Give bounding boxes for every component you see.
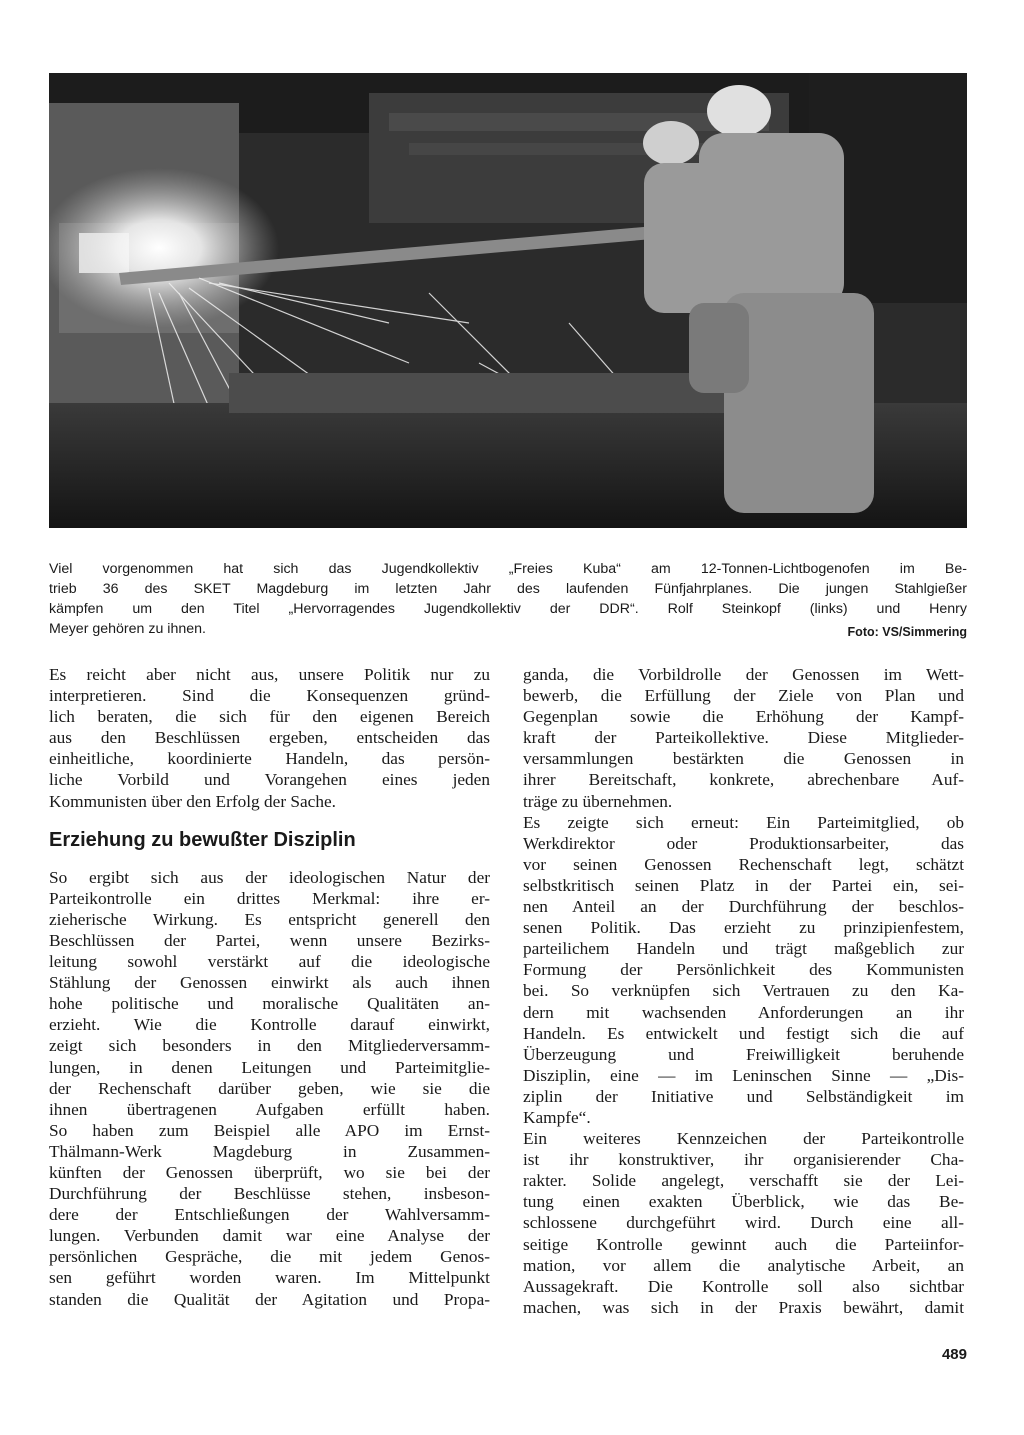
text-line: Kampfe“. xyxy=(523,1107,591,1127)
text-line: dere der Entschließungen der Wahlversamm- xyxy=(49,1205,490,1225)
text-line: Beschlüssen der Partei, wenn unsere Bezirks- xyxy=(49,930,490,950)
right-column xyxy=(523,664,964,1318)
text-line: ist ihr konstruktiver, ihr organisierender Cha- xyxy=(523,1150,964,1170)
photo-caption xyxy=(49,559,967,639)
text-line: hohe politische und moralische Qualitäten an- xyxy=(49,994,490,1014)
text-line: ziplin der Initiative und Selbständigkeit im xyxy=(523,1086,964,1106)
spacer xyxy=(49,812,490,827)
text-line: Überzeugung und Freiwilligkeit beruhende xyxy=(523,1044,964,1064)
text-line: lich beraten, die sich für den eigenen Bereich xyxy=(49,707,490,727)
text-line: erzieht. Wie die Kontrolle darauf einwirkt, xyxy=(49,1015,490,1035)
text-line: Werkdirektor oder Produktionsarbeiter, das xyxy=(523,833,964,853)
text-line: So haben zum Beispiel alle APO im Ernst- xyxy=(49,1120,490,1140)
text-line: kraft der Parteikollektive. Diese Mitglieder- xyxy=(523,728,964,748)
text-line: Ein weiteres Kennzeichen der Parteikontrolle xyxy=(523,1129,964,1149)
text-line: liche Vorbild und Vorangehen eines jeden xyxy=(49,770,490,790)
caption-line: kämpfen um den Titel „Hervorragendes Jugendkollektiv der DDR“. Rolf Steinkopf (links) und Henry xyxy=(49,601,967,617)
text-line: aus den Beschlüssen ergeben, entscheiden das xyxy=(49,728,490,748)
text-line: Thälmann-Werk Magdeburg in Zusammen- xyxy=(49,1141,490,1161)
text-line: Formung der Persönlichkeit des Kommunisten xyxy=(523,960,964,980)
text-line: schlossene durchgeführt wird. Durch eine all- xyxy=(523,1213,964,1233)
section-heading: Erziehung zu bewußter Disziplin xyxy=(49,828,356,851)
text-line: rakter. Solide angelegt, verschafft sie der Lei- xyxy=(523,1171,964,1191)
steelworkers-photo xyxy=(49,73,967,528)
text-line: träge zu übernehmen. xyxy=(523,791,673,811)
text-line: sen geführt worden waren. Im Mittelpunkt xyxy=(49,1268,490,1288)
left-column xyxy=(49,664,490,1310)
caption-line: Viel vorgenommen hat sich das Jugendkollektiv „Freies Kuba“ am 12-Tonnen-Lichtbogenofen im Be- xyxy=(49,561,967,577)
text-line: ihrer Bereitschaft, konkrete, abrechenbare Auf- xyxy=(523,770,964,790)
text-line: vor seinen Genossen Rechenschaft legt, schätzt xyxy=(523,854,964,874)
text-line: zieherische Wirkung. Es entspricht generell den xyxy=(49,909,490,929)
text-line: Kommunisten über den Erfolg der Sache. xyxy=(49,791,336,811)
text-line: Es reicht aber nicht aus, unsere Politik nur zu xyxy=(49,665,490,684)
text-line: Durchführung der Beschlüsse stehen, insbeson- xyxy=(49,1184,490,1204)
text-line: selbstkritisch seinen Platz in der Partei ein, sei- xyxy=(523,875,964,895)
text-line: Es zeigte sich erneut: Ein Parteimitglied, ob xyxy=(523,812,964,832)
text-line: ganda, die Vorbildrolle der Genossen im Wett- xyxy=(523,665,964,684)
text-line: ihnen übertragenen Aufgaben erfüllt haben. xyxy=(49,1099,490,1119)
text-line: bei. So verknüpfen sich Vertrauen zu den Ka- xyxy=(523,981,964,1001)
text-line: seitige Kontrolle gewinnt auch die Parteiinfor- xyxy=(523,1234,964,1254)
text-line: machen, was sich in der Praxis bewährt, damit xyxy=(523,1297,964,1317)
text-line: künften der Genossen überprüft, wo sie bei der xyxy=(49,1162,490,1182)
text-line: lungen. Verbunden damit war eine Analyse der xyxy=(49,1226,490,1246)
text-line: mation, vor allem die analytische Arbeit, an xyxy=(523,1255,964,1275)
text-line: Parteikontrolle ein drittes Merkmal: ihre er- xyxy=(49,888,490,908)
text-line: Gegenplan sowie die Erhöhung der Kampf- xyxy=(523,707,964,727)
text-line: interpretieren. Sind die Konsequenzen gründ- xyxy=(49,686,490,706)
text-line: Disziplin, eine — im Leninschen Sinne — „Dis- xyxy=(523,1065,964,1085)
caption-line: Meyer gehören zu ihnen. xyxy=(49,621,206,637)
text-line: Handeln. Es entwickelt und festigt sich die auf xyxy=(523,1023,964,1043)
text-line: versammlungen bestärkten die Genossen in xyxy=(523,749,964,769)
text-line: leitung sowohl verstärkt auf die ideologische xyxy=(49,952,490,972)
page-number: 489 xyxy=(941,1346,967,1363)
text-line: der Rechenschaft darüber geben, wie sie die xyxy=(49,1078,490,1098)
caption-line: trieb 36 des SKET Magdeburg im letzten Jahr des laufenden Fünfjahrplanes. Die jungen Stahlgießer xyxy=(49,581,967,597)
photo-credit: Foto: VS/Simmering xyxy=(847,625,967,639)
text-line: nen Anteil an der Durchführung der beschlos- xyxy=(523,897,964,917)
text-line: dern mit wachsenden Anforderungen an ihr xyxy=(523,1002,964,1022)
text-line: senen Politik. Das erzieht zu prinzipienfestem, xyxy=(523,918,964,938)
text-line: einheitliche, koordinierte Handeln, das persön- xyxy=(49,749,490,769)
text-line: zeigt sich besonders in den Mitgliederversamm- xyxy=(49,1036,490,1056)
text-line: standen die Qualität der Agitation und Propa- xyxy=(49,1289,490,1309)
text-line: persönlichen Gespräche, die mit jedem Genos- xyxy=(49,1247,490,1267)
text-line: parteilichem Handeln und trägt maßgeblich zur xyxy=(523,939,964,959)
text-line: tung einen exakten Überblick, wie das Be- xyxy=(523,1192,964,1212)
text-line: Stählung der Genossen einwirkt als auch ihnen xyxy=(49,973,490,993)
text-line: So ergibt sich aus der ideologischen Natur der xyxy=(49,867,490,887)
text-line: bewerb, die Erfüllung der Ziele von Plan und xyxy=(523,686,964,706)
text-line: lungen, in denen Leitungen und Parteimitglie- xyxy=(49,1057,490,1077)
text-line: Aussagekraft. Die Kontrolle soll also sichtbar xyxy=(523,1276,964,1296)
